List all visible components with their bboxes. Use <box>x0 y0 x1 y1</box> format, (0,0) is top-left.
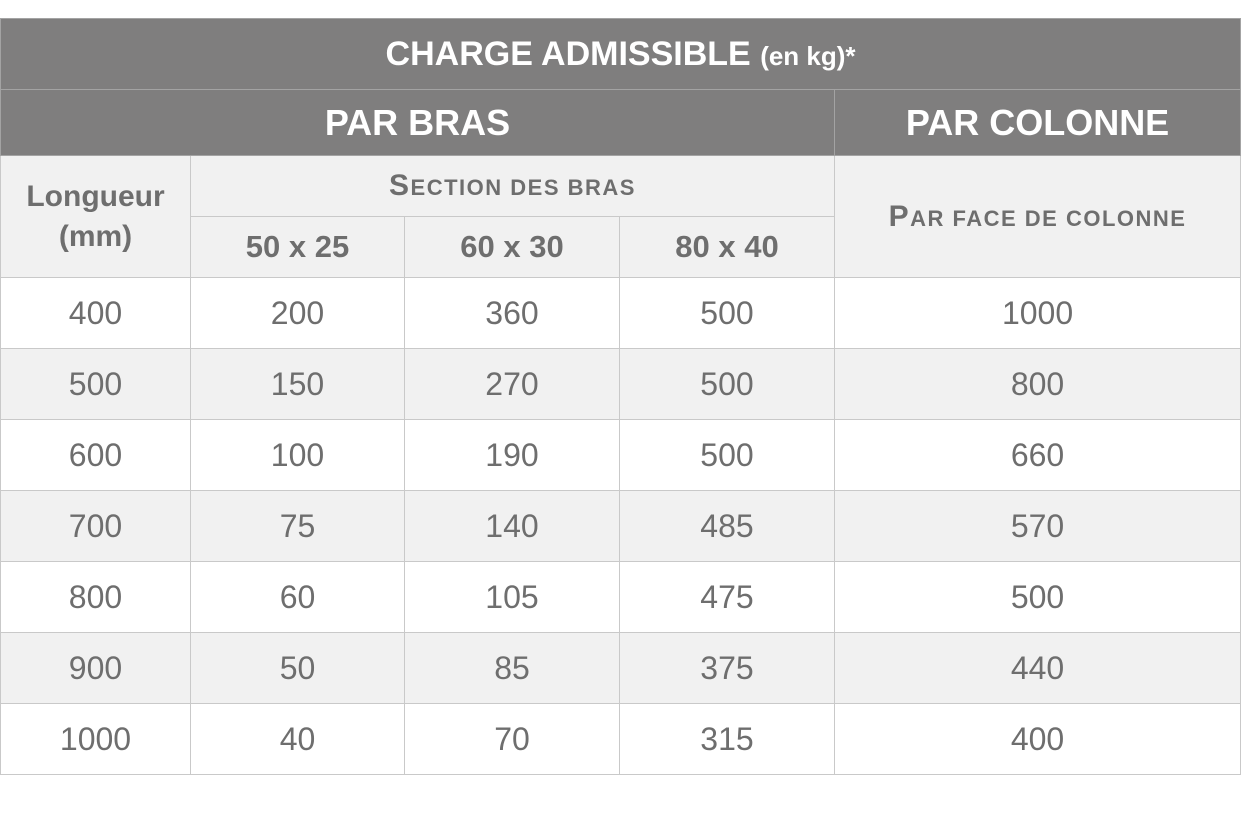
cell-section-1: 40 <box>191 704 405 775</box>
longueur-unit: (mm) <box>58 219 133 253</box>
cell-section-3: 500 <box>620 420 835 491</box>
cell-colonne: 800 <box>835 349 1241 420</box>
cell-section-2: 85 <box>405 633 620 704</box>
group-header-row <box>1 90 1241 156</box>
cell-colonne: 1000 <box>835 278 1241 349</box>
section-header-rest: ECTION DES BRAS <box>410 175 636 200</box>
cell-colonne: 660 <box>835 420 1241 491</box>
cell-section-1: 100 <box>191 420 405 491</box>
cell-longueur: 700 <box>1 491 191 562</box>
cell-longueur: 500 <box>1 349 191 420</box>
cell-section-2: 270 <box>405 349 620 420</box>
table-row <box>1 278 1241 349</box>
cell-colonne: 570 <box>835 491 1241 562</box>
cell-colonne: 500 <box>835 562 1241 633</box>
cell-section-3: 475 <box>620 562 835 633</box>
section-header <box>191 156 835 217</box>
cell-section-1: 75 <box>191 491 405 562</box>
longueur-label: Longueur <box>26 179 165 213</box>
cell-longueur: 800 <box>1 562 191 633</box>
cell-section-2: 70 <box>405 704 620 775</box>
cell-section-3: 315 <box>620 704 835 775</box>
cell-section-1: 60 <box>191 562 405 633</box>
table-row <box>1 633 1241 704</box>
section-size: 60 x 30 <box>405 217 620 278</box>
cell-longueur: 900 <box>1 633 191 704</box>
cell-section-3: 500 <box>620 349 835 420</box>
cell-section-3: 375 <box>620 633 835 704</box>
table-row <box>1 491 1241 562</box>
title-unit: (en kg)* <box>760 40 856 71</box>
subheader-row <box>1 156 1241 217</box>
table-row <box>1 704 1241 775</box>
cell-section-2: 140 <box>405 491 620 562</box>
face-header-rest: AR FACE DE COLONNE <box>910 205 1187 231</box>
table-row <box>1 420 1241 491</box>
table-row <box>1 562 1241 633</box>
cell-section-1: 200 <box>191 278 405 349</box>
cell-section-3: 485 <box>620 491 835 562</box>
table-row <box>1 349 1241 420</box>
cell-colonne: 400 <box>835 704 1241 775</box>
title-row <box>1 19 1241 90</box>
table-body <box>1 278 1241 775</box>
group-par-colonne: PAR COLONNE <box>835 90 1241 156</box>
longueur-header <box>1 156 191 278</box>
cell-longueur: 400 <box>1 278 191 349</box>
cell-section-2: 360 <box>405 278 620 349</box>
section-header-initial: S <box>389 169 411 202</box>
table-title <box>1 19 1241 90</box>
cell-section-3: 500 <box>620 278 835 349</box>
cell-longueur: 1000 <box>1 704 191 775</box>
title-main: CHARGE ADMISSIBLE <box>385 34 751 73</box>
section-size: 80 x 40 <box>620 217 835 278</box>
cell-colonne: 440 <box>835 633 1241 704</box>
cell-section-1: 50 <box>191 633 405 704</box>
cell-longueur: 600 <box>1 420 191 491</box>
group-par-bras: PAR BRAS <box>1 90 835 156</box>
section-size: 50 x 25 <box>191 217 405 278</box>
load-capacity-table <box>0 18 1241 775</box>
cell-section-2: 190 <box>405 420 620 491</box>
face-header-initial: P <box>888 199 911 233</box>
cell-section-2: 105 <box>405 562 620 633</box>
face-header <box>835 156 1241 278</box>
cell-section-1: 150 <box>191 349 405 420</box>
